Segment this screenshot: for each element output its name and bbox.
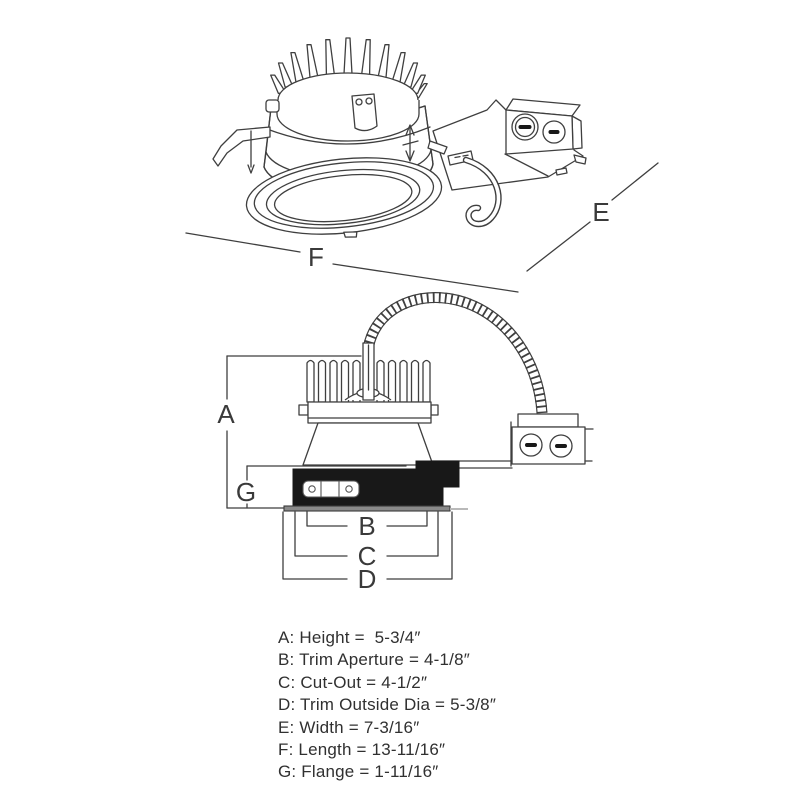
dimension-b [307,511,427,541]
band-tab-right [431,405,438,415]
isometric-view [186,38,658,292]
side-heatsink [307,343,430,402]
legend-line-b: B: Trim Aperture = 4-1/8″ [278,650,470,670]
black-trim-housing [293,461,459,506]
iso-knockout-left [512,114,538,140]
band-tab-left [299,405,308,415]
junction-box-lid [518,414,578,427]
side-knockout-right [550,435,572,457]
legend-line-c: C: Cut-Out = 4-1/2″ [278,672,428,692]
adjustment-slot [303,481,359,497]
legend-line-f: F: Length = 13-11/16″ [278,740,446,760]
iso-side-knob [266,100,279,112]
legend-line-g: G: Flange = 1-11/16″ [278,762,439,782]
dimension-e [527,163,658,271]
dim-label-c: C [357,541,377,571]
dim-label-f: F [308,242,324,272]
side-body [299,402,438,465]
dim-label-e: E [592,197,610,227]
side-junction-box [432,414,593,468]
iso-left-torsion-spring [213,127,270,173]
side-view [217,298,593,594]
legend-line-e: E: Width = 7-3/16″ [278,717,420,737]
dim-label-d: D [357,564,377,594]
dim-label-g: G [235,477,257,507]
dim-label-a: A [217,399,235,429]
legend-line-a: A: Height = 5-3/4″ [278,628,421,647]
reflector-cone [303,423,433,465]
legend-line-d: D: Trim Outside Dia = 5-3/8″ [278,695,497,715]
dimension-legend [278,627,496,784]
trim-flange [284,506,468,511]
side-knockout-left [520,434,542,456]
iso-heatsink-fins [271,38,428,141]
dimension-f [186,233,518,292]
dim-label-b: B [358,511,376,541]
